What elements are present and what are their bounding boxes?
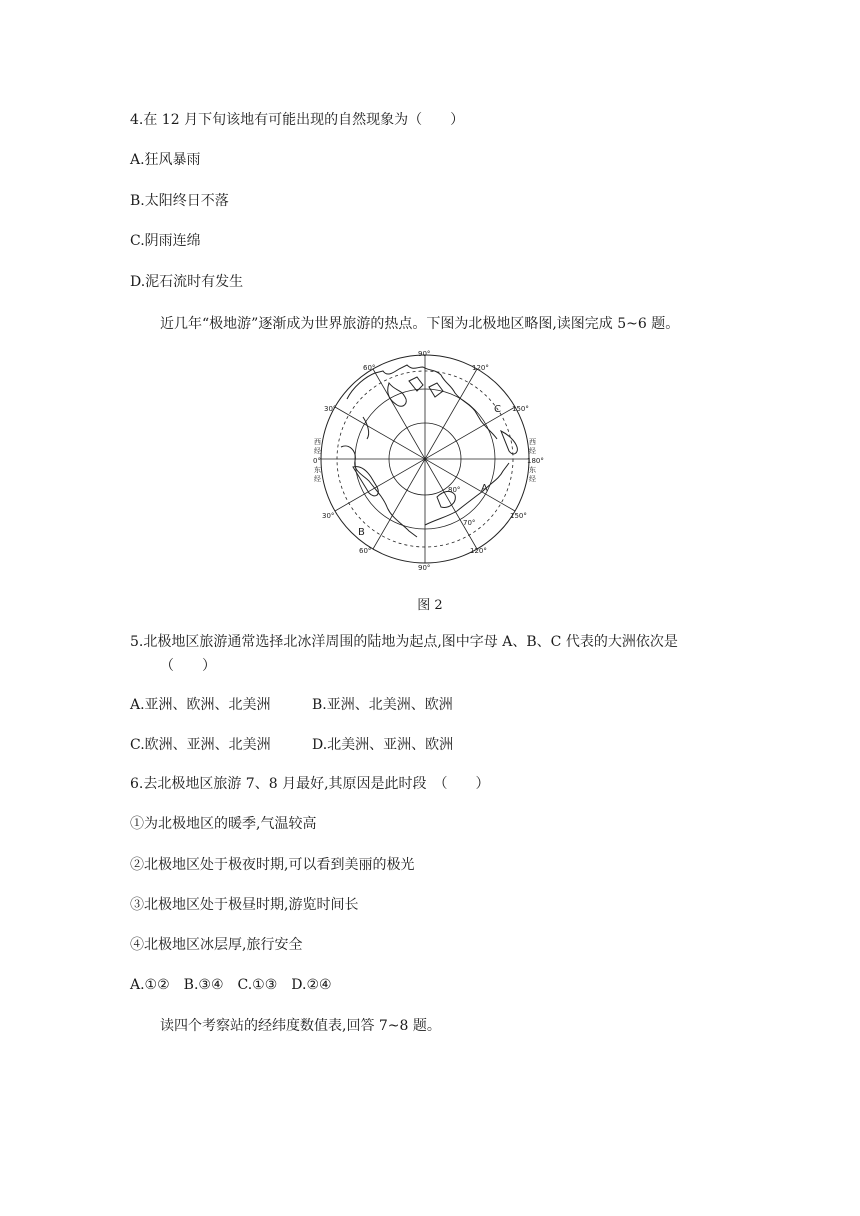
- q5-options-row-2: [130, 735, 453, 755]
- label-30-upper-left: 30°: [324, 405, 337, 413]
- label-lat-70: 70°: [463, 519, 476, 527]
- label-left-jing-2: 经: [314, 475, 321, 483]
- q5-option-a: A.亚洲、欧洲、北美洲: [130, 697, 271, 713]
- q6-option-b: B.③④: [183, 977, 224, 993]
- q6-item-4: ④北极地区冰层厚,旅行安全: [130, 937, 303, 953]
- q6-option-a: A.①②: [130, 977, 170, 993]
- label-150-lower-right: 150°: [510, 512, 527, 520]
- q4-option-c: C.阴雨连绵: [130, 233, 201, 249]
- q6-item-1: ①为北极地区的暖季,气温较高: [130, 816, 317, 832]
- label-right-jing-2: 经: [529, 475, 536, 483]
- label-120-lower-right: 120°: [470, 547, 487, 555]
- intro-5-6: 近几年“极地游”逐渐成为世界旅游的热点。下图为北极地区略图,读图完成 5~6 题。: [160, 316, 680, 332]
- q4-option-d: D.泥石流时有发生: [130, 274, 244, 290]
- q5-stem: 5.北极地区旅游通常选择北冰洋周围的陆地为起点,图中字母 A、B、C 代表的大洲依次是: [130, 634, 678, 650]
- label-right-xi: 西: [529, 438, 536, 446]
- label-60-lower-left: 60°: [359, 547, 372, 555]
- label-right-dong: 东: [529, 466, 536, 474]
- q4-stem: 4.在 12 月下旬该地有可能出现的自然现象为（ ）: [130, 112, 465, 128]
- q6-stem: 6.去北极地区旅游 7、8 月最好,其原因是此时段 （ ）: [130, 776, 490, 792]
- label-90-top: 90°: [418, 350, 431, 358]
- q5-options-row-1: [130, 695, 453, 715]
- meridians: [321, 355, 529, 563]
- label-90-bottom: 90°: [418, 564, 431, 571]
- q4-option-b: B.太阳终日不落: [130, 193, 229, 209]
- q6-item-3: ③北极地区处于极昼时期,游览时间长: [130, 897, 359, 913]
- coast-bering: [501, 431, 517, 454]
- arctic-map-figure: [305, 347, 545, 571]
- label-lat-80: 80°: [448, 486, 461, 494]
- label-0: 0°: [313, 457, 321, 465]
- q5-option-c: C.欧洲、亚洲、北美洲: [130, 737, 271, 753]
- label-left-jing-1: 经: [314, 447, 321, 455]
- coast-europe: [341, 446, 417, 537]
- figure-caption: 图 2: [417, 598, 443, 613]
- intro-7-8: 读四个考察站的经纬度数值表,回答 7~8 题。: [160, 1018, 441, 1034]
- q6-option-d: D.②④: [291, 977, 332, 993]
- label-30-lower-left: 30°: [322, 512, 335, 520]
- q6-option-c: C.①③: [237, 977, 278, 993]
- label-180: 180°: [527, 457, 544, 465]
- q5-option-d: D.北美洲、亚洲、欧洲: [312, 737, 454, 753]
- coast-hudson: [363, 417, 369, 439]
- q6-options: [130, 975, 332, 995]
- letter-a: A: [481, 483, 488, 494]
- label-left-dong: 东: [314, 466, 321, 474]
- q6-item-2: ②北极地区处于极夜时期,可以看到美丽的极光: [130, 857, 415, 873]
- label-left-xi: 西: [314, 438, 321, 446]
- label-120-upper-right: 120°: [472, 364, 489, 372]
- label-60-upper-left: 60°: [363, 364, 376, 372]
- coast-scandinavia: [353, 467, 378, 496]
- q4-option-a: A.狂风暴雨: [130, 152, 201, 168]
- label-150-upper-right: 150°: [512, 405, 529, 413]
- coast-siberia: [425, 463, 509, 525]
- letter-b: B: [358, 527, 365, 538]
- label-right-jing-1: 经: [529, 447, 536, 455]
- q5-stem-cont: （ ）: [160, 658, 216, 674]
- letter-c: C: [494, 404, 501, 415]
- coast-north-canada: [347, 365, 497, 439]
- q5-option-b: B.亚洲、北美洲、欧洲: [312, 697, 453, 713]
